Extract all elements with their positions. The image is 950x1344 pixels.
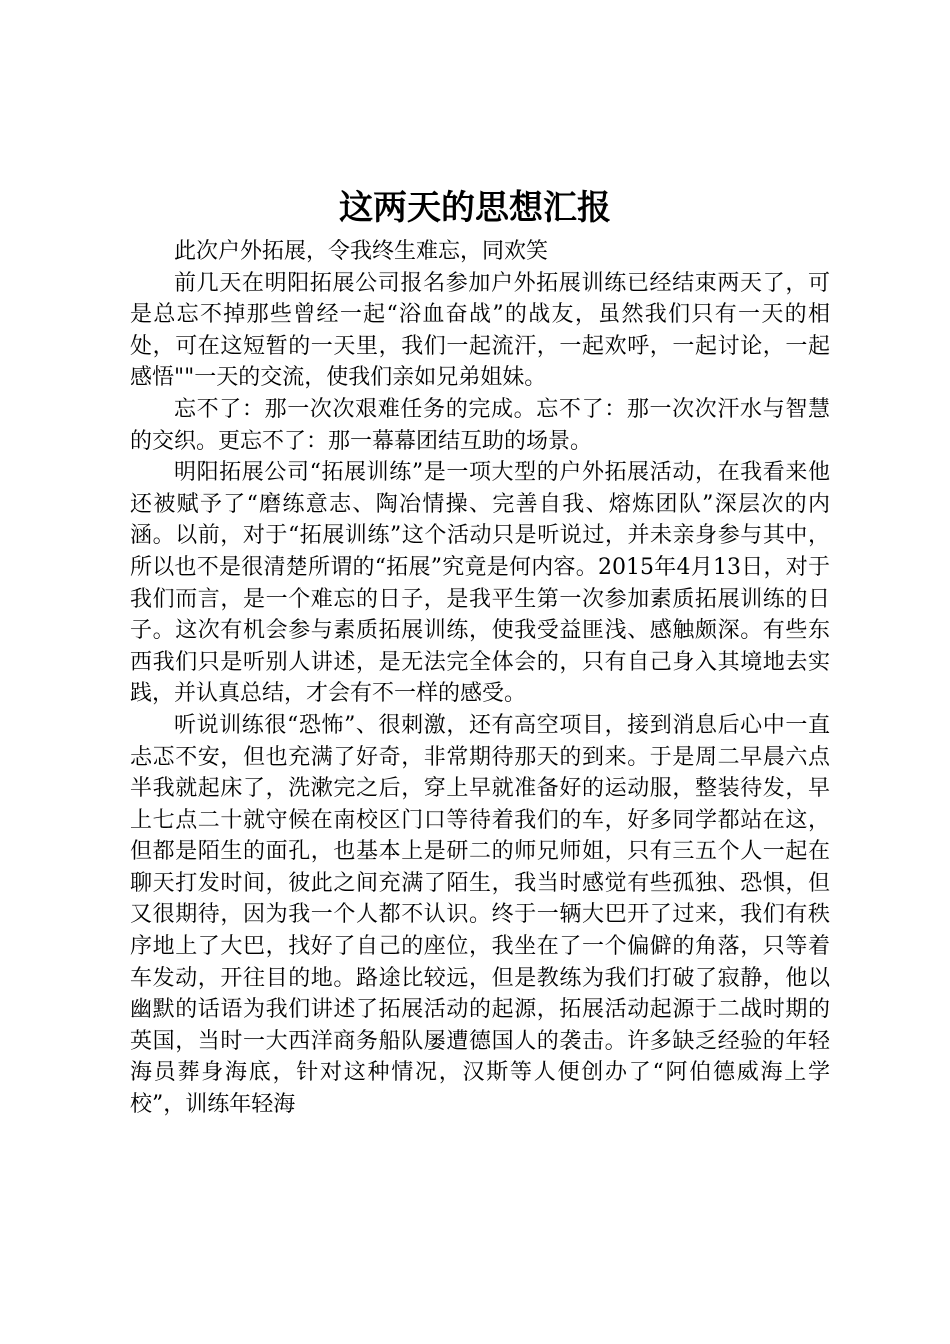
paragraph-unforgettable: 忘不了：那一次次艰难任务的完成。忘不了：那一次次汗水与智慧的交织。更忘不了：那一幕幕团结互助的场景。 [130, 396, 830, 454]
paragraph-departure-story: 听说训练很“恐怖”、很刺激，还有高空项目，接到消息后心中一直忐忑不安，但也充满了好奇，非常期待那天的到来。于是周二早晨六点半我就起床了，洗漱完之后，穿上早就准备好的运动服，整装待发，早上七点二十就守候在南校区门口等待着我们的车，好多同学都站在这，但都是陌生的面孔，也基本上是研二的师兄师姐，只有三五个人一起在聊天打发时间，彼此之间充满了陌生，我当时感觉有些孤独、恐惧，但又很期待，因为我一个人都不认识。终于一辆大巴开了过来，我们有秩序地上了大巴，找好了自己的座位，我坐在了一个偏僻的角落，只等着车发动，开往目的地。路途比较远，但是教练为我们打破了寂静，他以幽默的话语为我们讲述了拓展活动的起源，拓展活动起源于二战时期的英国，当时一大西洋商务船队屡遭德国人的袭击。许多缺乏经验的年轻海员葬身海底，针对这种情况，汉斯等人便创办了“阿伯德威海上学校”，训练年轻海 [130, 712, 830, 1118]
document-body [130, 236, 830, 1121]
document-title: 这两天的思想汇报 [339, 188, 611, 228]
paragraph-intro: 此次户外拓展，令我终生难忘，同欢笑 [174, 239, 549, 264]
paragraph-activity-meaning: 明阳拓展公司“拓展训练”是一项大型的户外拓展活动，在我看来他还被赋予了“磨练意志、陶冶情操、完善自我、熔炼团队”深层次的内涵。以前，对于“拓展训练”这个活动只是听说过，并未亲身参与其中，所以也不是很清楚所谓的“拓展”究竟是何内容。2015年4月13日，对于我们而言，是一个难忘的日子，是我平生第一次参加素质拓展训练的日子。这次有机会参与素质拓展训练，使我受益匪浅、感触颇深。有些东西我们只是听别人讲述，是无法完全体会的，只有自己身入其境地去实践，并认真总结，才会有不一样的感受。 [130, 460, 830, 707]
paragraph-training-ended: 前几天在明阳拓展公司报名参加户外拓展训练已经结束两天了，可是总忘不掉那些曾经一起“浴血奋战”的战友，虽然我们只有一天的相处，可在这短暂的一天里，我们一起流汗，一起欢呼，一起讨论，一起感悟""一天的交流，使我们亲如兄弟姐妹。 [130, 270, 830, 391]
